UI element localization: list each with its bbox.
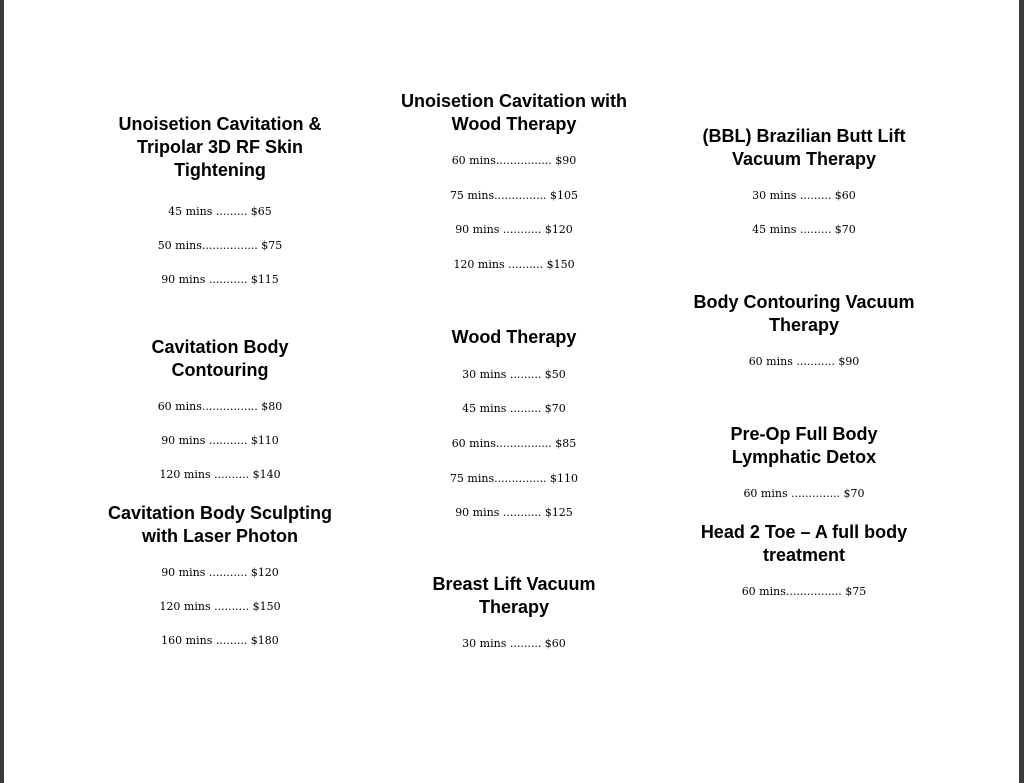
- price-item: 75 mins............... $110: [449, 472, 579, 485]
- section-title: [384, 573, 644, 619]
- price-item: 45 mins ......... $70: [462, 402, 566, 415]
- price-item: 160 mins ......... $180: [161, 634, 279, 647]
- section-breast-lift-vacuum: [384, 573, 644, 651]
- title-line: Head 2 Toe – A full body: [700, 522, 908, 542]
- price-item: 30 mins ......... $60: [462, 637, 566, 650]
- section-cavitation-wood-therapy: [384, 90, 644, 272]
- viewer-right-border: [1019, 0, 1024, 783]
- document-page: [4, 0, 1019, 783]
- section-head-2-toe: [684, 521, 924, 599]
- section-bbl-vacuum: [684, 125, 924, 237]
- price-item: 90 mins ........... $120: [455, 223, 573, 236]
- price-item: 45 mins ......... $65: [168, 205, 272, 218]
- price-item: 120 mins .......... $140: [159, 468, 281, 481]
- title-line: Pre-Op Full Body: [730, 424, 878, 444]
- title-line: Breast Lift Vacuum: [432, 574, 596, 594]
- section-title: [100, 336, 340, 382]
- price-item: 90 mins ........... $125: [455, 506, 573, 519]
- section-cavitation-body-contouring: [100, 336, 340, 482]
- section-title: [684, 521, 924, 567]
- section-title: [384, 90, 644, 136]
- title-line: Lymphatic Detox: [731, 447, 877, 467]
- title-line: Wood Therapy: [451, 327, 577, 347]
- price-item: 75 mins............... $105: [449, 189, 579, 202]
- title-line: Wood Therapy: [451, 114, 577, 134]
- title-line: Cavitation Body Sculpting: [107, 503, 332, 523]
- section-title: [100, 502, 340, 548]
- title-line: Vacuum Therapy: [731, 149, 877, 169]
- price-item: 50 mins................ $75: [157, 239, 283, 252]
- price-item: 60 mins .............. $70: [743, 487, 865, 500]
- title-line: Body Contouring Vacuum: [693, 292, 915, 312]
- title-line: with Laser Photon: [141, 526, 298, 546]
- section-title: [100, 113, 340, 182]
- price-item: 30 mins ......... $50: [462, 368, 566, 381]
- price-item: 60 mins................ $85: [451, 437, 577, 450]
- title-line: Therapy: [478, 597, 550, 617]
- section-cavitation-rf-tightening: [100, 113, 340, 287]
- section-title: [684, 125, 924, 171]
- price-item: 60 mins................ $75: [741, 585, 867, 598]
- price-item: 120 mins .......... $150: [159, 600, 281, 613]
- title-line: Therapy: [768, 315, 840, 335]
- title-line: treatment: [762, 545, 846, 565]
- price-item: 90 mins ........... $120: [161, 566, 279, 579]
- title-line: Tripolar 3D RF Skin: [136, 137, 304, 157]
- title-line: Tightening: [174, 160, 266, 180]
- price-item: 60 mins................ $90: [451, 154, 577, 167]
- price-item: 45 mins ......... $70: [752, 223, 856, 236]
- title-line: Cavitation Body: [151, 337, 289, 357]
- price-item: 90 mins ........... $110: [161, 434, 279, 447]
- price-item: 60 mins ........... $90: [748, 355, 860, 368]
- title-line: Contouring: [171, 360, 269, 380]
- section-pre-op-lymphatic: [684, 423, 924, 501]
- title-line: Unoisetion Cavitation &: [118, 114, 322, 134]
- price-item: 60 mins................ $80: [157, 400, 283, 413]
- section-title: [684, 291, 924, 337]
- section-title: [384, 326, 644, 349]
- title-line: (BBL) Brazilian Butt Lift: [702, 126, 906, 146]
- section-title: [684, 423, 924, 469]
- section-body-contouring-vacuum: [684, 291, 924, 369]
- section-wood-therapy: [384, 326, 644, 520]
- price-item: 120 mins .......... $150: [453, 258, 575, 271]
- section-cavitation-laser-photon: [100, 502, 340, 648]
- title-line: Unoisetion Cavitation with: [400, 91, 627, 111]
- price-item: 90 mins ........... $115: [161, 273, 279, 286]
- price-item: 30 mins ......... $60: [752, 189, 856, 202]
